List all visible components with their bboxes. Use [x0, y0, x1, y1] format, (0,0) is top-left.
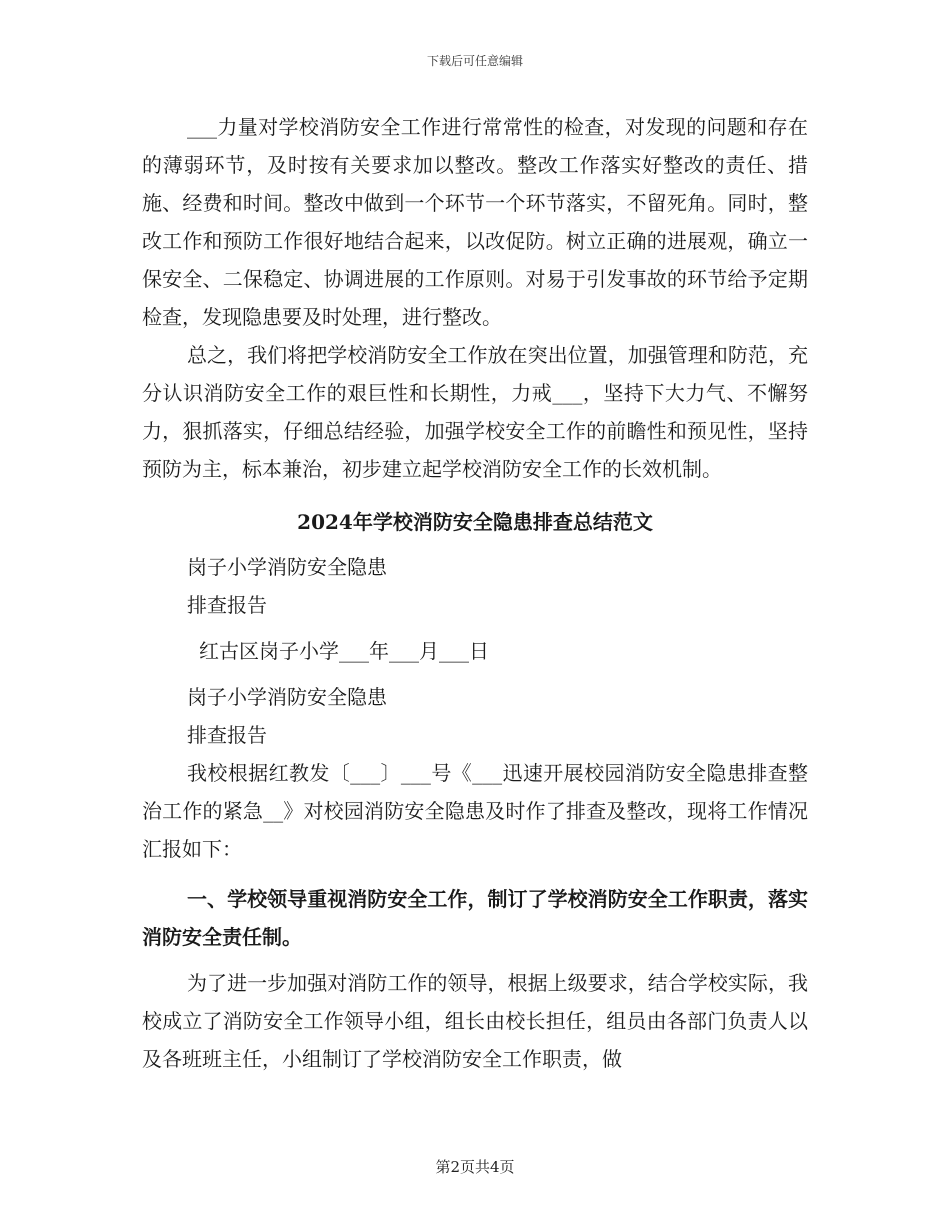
section-1-heading: 一、学校领导重视消防安全工作，制订了学校消防安全工作职责，落实消防安全责任制。: [142, 887, 808, 949]
paragraph-inspection: ___力量对学校消防安全工作进行常常性的检查，对发现的问题和存在的薄弱环节，及时按有关要求加以整改。整改工作落实好整改的责任、措施、经费和时间。整改中做到一个环节一个环节落实，不留死角。同时，整改工作和预防工作很好地结合起来，以改促防。树立正确的进展观，确立一保安全、二保稳定、协调进展的工作原则。对易于引发事故的环节给予定期检查，发现隐患要及时处理，进行整改。: [142, 115, 808, 329]
page-footer: 第2页共4页: [435, 1158, 515, 1176]
document-title: 2024年学校消防安全隐患排查总结范文: [297, 510, 653, 534]
report-title-repeat-line-1: 岗子小学消防安全隐患: [187, 685, 387, 709]
intro-paragraph: 我校根据红教发〔___〕___号《___迅速开展校园消防安全隐患排查整治工作的紧急__》对校园消防安全隐患及时作了排查及整改，现将工作情况汇报如下：: [142, 761, 808, 861]
section-1-paragraph: 为了进一步加强对消防工作的领导，根据上级要求，结合学校实际，我校成立了消防安全工作领导小组，组长由校长担任，组员由各部门负责人以及各班班主任，小组制订了学校消防安全工作职责，做: [142, 971, 808, 1071]
report-title-line-1: 岗子小学消防安全隐患: [187, 555, 387, 579]
date-line: 红古区岗子小学___年___月___日: [199, 639, 489, 663]
paragraph-summary: 总之，我们将把学校消防安全工作放在突出位置，加强管理和防范，充分认识消防安全工作的艰巨性和长期性，力戒___，坚持下大力气、不懈努力，狠抓落实，仔细总结经验，加强学校安全工作的前瞻性和预见性，坚持预防为主，标本兼治，初步建立起学校消防安全工作的长效机制。: [142, 343, 808, 481]
report-title-repeat-line-2: 排查报告: [187, 723, 267, 747]
document-body: [142, 108, 808, 1078]
header-note: 下载后可任意编辑: [426, 54, 523, 68]
report-title-line-2: 排查报告: [187, 593, 267, 617]
